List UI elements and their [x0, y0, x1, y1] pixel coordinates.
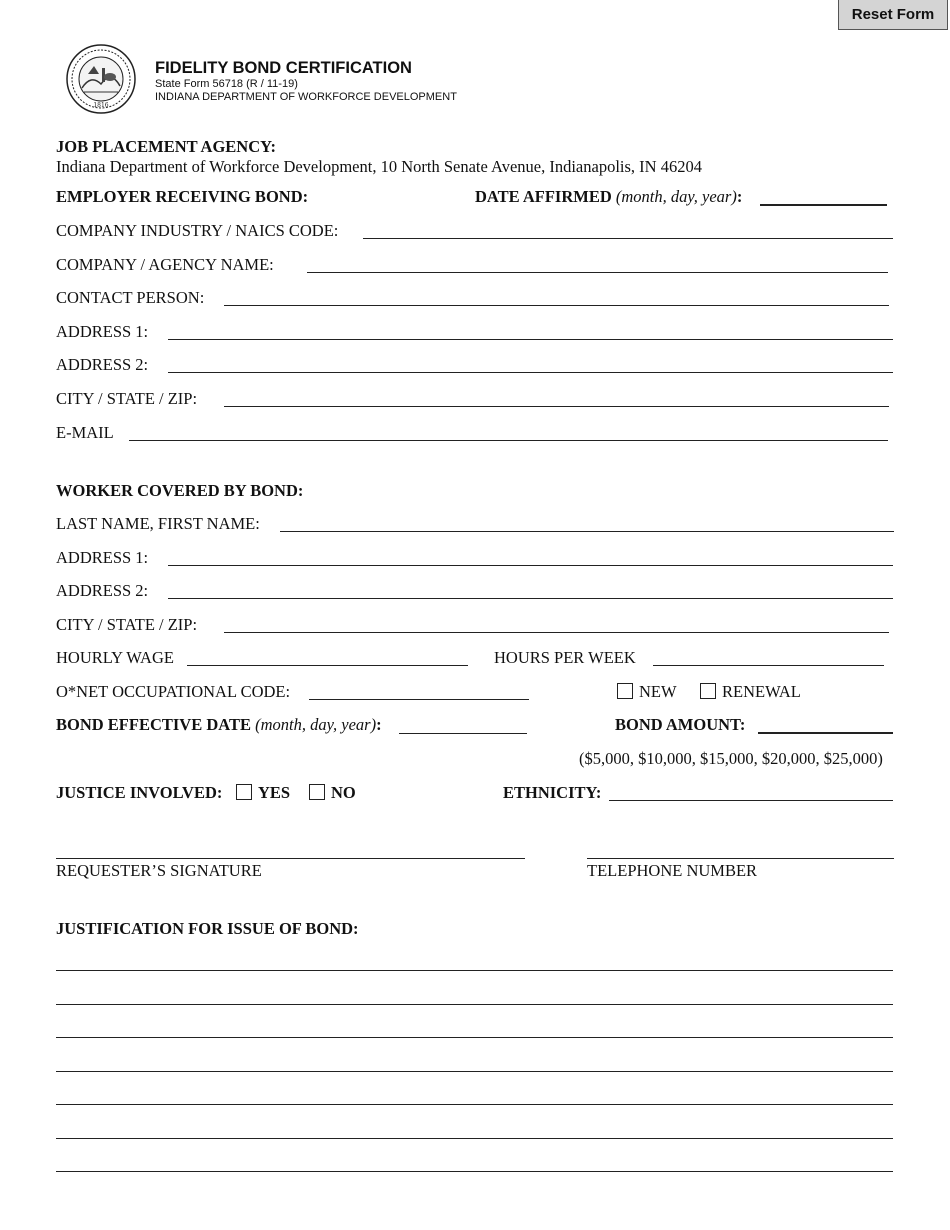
worker-heading: WORKER COVERED BY BOND: [56, 481, 304, 500]
justification-line [56, 1104, 893, 1105]
employer-city-label: CITY / STATE / ZIP: [56, 389, 198, 408]
worker-city-label: CITY / STATE / ZIP: [56, 615, 198, 634]
contact-person-field[interactable] [224, 305, 889, 306]
worker-address2-label: ADDRESS 2: [56, 581, 149, 600]
bond-effective-date-field[interactable] [399, 733, 527, 734]
contact-person-label: CONTACT PERSON: [56, 288, 205, 307]
employer-address1-label: ADDRESS 1: [56, 322, 149, 341]
justification-line [56, 1037, 893, 1038]
hours-per-week-field[interactable] [653, 665, 884, 666]
worker-address1-field[interactable] [168, 565, 893, 566]
justice-yes-checkbox[interactable] [236, 784, 252, 800]
bond-effective-date-main: BOND EFFECTIVE DATE [56, 715, 251, 734]
onet-code-label: O*NET OCCUPATIONAL CODE: [56, 682, 291, 701]
email-field[interactable] [129, 440, 888, 441]
new-checkbox[interactable] [617, 683, 633, 699]
justice-no-checkbox[interactable] [309, 784, 325, 800]
justification-textarea[interactable] [56, 940, 893, 1175]
justice-no-option[interactable] [309, 783, 356, 803]
ethnicity-field[interactable] [609, 800, 893, 801]
naics-label: COMPANY INDUSTRY / NAICS CODE: [56, 221, 339, 240]
telephone-label: TELEPHONE NUMBER [587, 861, 758, 880]
employer-heading: EMPLOYER RECEIVING BOND: [56, 187, 309, 206]
seal-year: 1816 [93, 102, 109, 109]
worker-name-field[interactable] [280, 531, 894, 532]
justification-heading: JUSTIFICATION FOR ISSUE OF BOND: [56, 919, 359, 938]
bond-amount-options: ($5,000, $10,000, $15,000, $20,000, $25,000) [579, 749, 883, 768]
worker-address2-field[interactable] [168, 598, 893, 599]
employer-address1-field[interactable] [168, 339, 893, 340]
form-title: FIDELITY BOND CERTIFICATION [155, 59, 412, 77]
justice-involved-label: JUSTICE INVOLVED: [56, 783, 223, 802]
date-affirmed-label [475, 187, 742, 207]
bond-effective-date-format: (month, day, year) [255, 715, 377, 734]
state-seal-icon [66, 44, 136, 114]
bond-effective-date-label [56, 715, 382, 735]
renewal-label: RENEWAL [722, 682, 801, 701]
department-name: INDIANA DEPARTMENT OF WORKFORCE DEVELOPMENT [155, 91, 457, 103]
bond-effective-date-colon: : [376, 715, 382, 734]
new-option[interactable] [617, 682, 677, 702]
worker-city-field[interactable] [224, 632, 889, 633]
justification-line [56, 1171, 893, 1172]
date-affirmed-format: (month, day, year) [615, 187, 737, 206]
hours-per-week-label: HOURS PER WEEK [494, 648, 636, 667]
employer-address2-field[interactable] [168, 372, 893, 373]
company-name-field[interactable] [307, 272, 888, 273]
date-affirmed-field[interactable] [760, 204, 887, 206]
form-number: State Form 56718 (R / 11-19) [155, 78, 298, 90]
date-affirmed-colon: : [736, 187, 743, 206]
justice-yes-option[interactable] [236, 783, 290, 803]
naics-field[interactable] [363, 238, 893, 239]
email-label: E-MAIL [56, 423, 114, 442]
justice-yes-label: YES [258, 783, 291, 802]
worker-name-label: LAST NAME, FIRST NAME: [56, 514, 260, 533]
hourly-wage-field[interactable] [187, 665, 468, 666]
company-name-label: COMPANY / AGENCY NAME: [56, 255, 274, 274]
justification-line [56, 1004, 893, 1005]
ethnicity-label: ETHNICITY: [503, 783, 602, 802]
onet-code-field[interactable] [309, 699, 529, 700]
date-affirmed-label-main: DATE AFFIRMED [475, 187, 612, 206]
signature-field[interactable] [56, 858, 525, 859]
agency-text: Indiana Department of Workforce Development, 10 North Senate Avenue, Indianapolis, IN 46204 [56, 157, 702, 176]
bond-amount-field[interactable] [758, 732, 893, 734]
telephone-field[interactable] [587, 858, 894, 859]
justification-line [56, 1138, 893, 1139]
new-label: NEW [639, 682, 677, 701]
hourly-wage-label: HOURLY WAGE [56, 648, 174, 667]
employer-address2-label: ADDRESS 2: [56, 355, 149, 374]
justice-no-label: NO [331, 783, 356, 802]
worker-address1-label: ADDRESS 1: [56, 548, 149, 567]
employer-city-field[interactable] [224, 406, 889, 407]
justification-line [56, 1071, 893, 1072]
justification-line [56, 970, 893, 971]
renewal-option[interactable] [700, 682, 801, 702]
bond-amount-label: BOND AMOUNT: [615, 715, 746, 734]
reset-form-button[interactable]: Reset Form [838, 0, 948, 30]
agency-heading: JOB PLACEMENT AGENCY: [56, 137, 277, 156]
renewal-checkbox[interactable] [700, 683, 716, 699]
signature-label: REQUESTER’S SIGNATURE [56, 861, 262, 880]
